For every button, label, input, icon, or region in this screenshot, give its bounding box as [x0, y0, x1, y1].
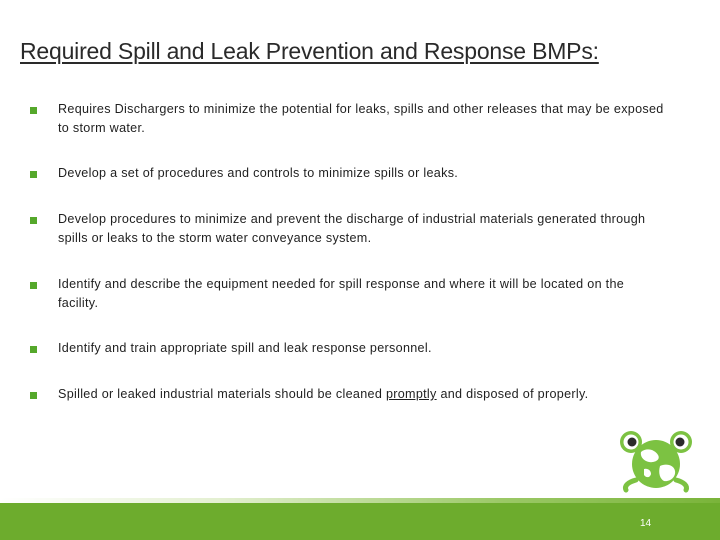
bullet-text: Develop procedures to minimize and prevent the discharge of industrial materials generated through spills or leaks to the storm water conveyance system. [58, 212, 646, 245]
bullet-text: Requires Dischargers to minimize the potential for leaks, spills and other releases that may be exposed to storm water. [58, 102, 664, 135]
emphasis-text: promptly [385, 387, 437, 401]
bullet-text: Identify and describe the equipment needed for spill response and where it will be located on the facility. [58, 277, 625, 310]
bullet-text-before: Spilled or leaked industrial materials should be cleaned [58, 387, 386, 401]
bullet-text [58, 385, 668, 404]
slide-title: Required Spill and Leak Prevention and Response BMPs: [20, 38, 599, 64]
bullet-text-after: and disposed of properly. [436, 387, 589, 401]
green-frog-globe-logo-icon [614, 428, 698, 496]
bullet-marker [30, 107, 37, 114]
bullet-marker [30, 346, 37, 353]
footer-bar [0, 503, 720, 540]
bullet-marker [30, 171, 37, 178]
page-number: 14 [640, 518, 652, 529]
bullet-text: Develop a set of procedures and controls to minimize spills or leaks. [58, 166, 459, 180]
bullet-marker [30, 217, 37, 224]
bullet-marker [30, 392, 37, 399]
bullet-marker [30, 282, 37, 289]
bullet-text: Identify and train appropriate spill and leak response personnel. [58, 341, 432, 355]
